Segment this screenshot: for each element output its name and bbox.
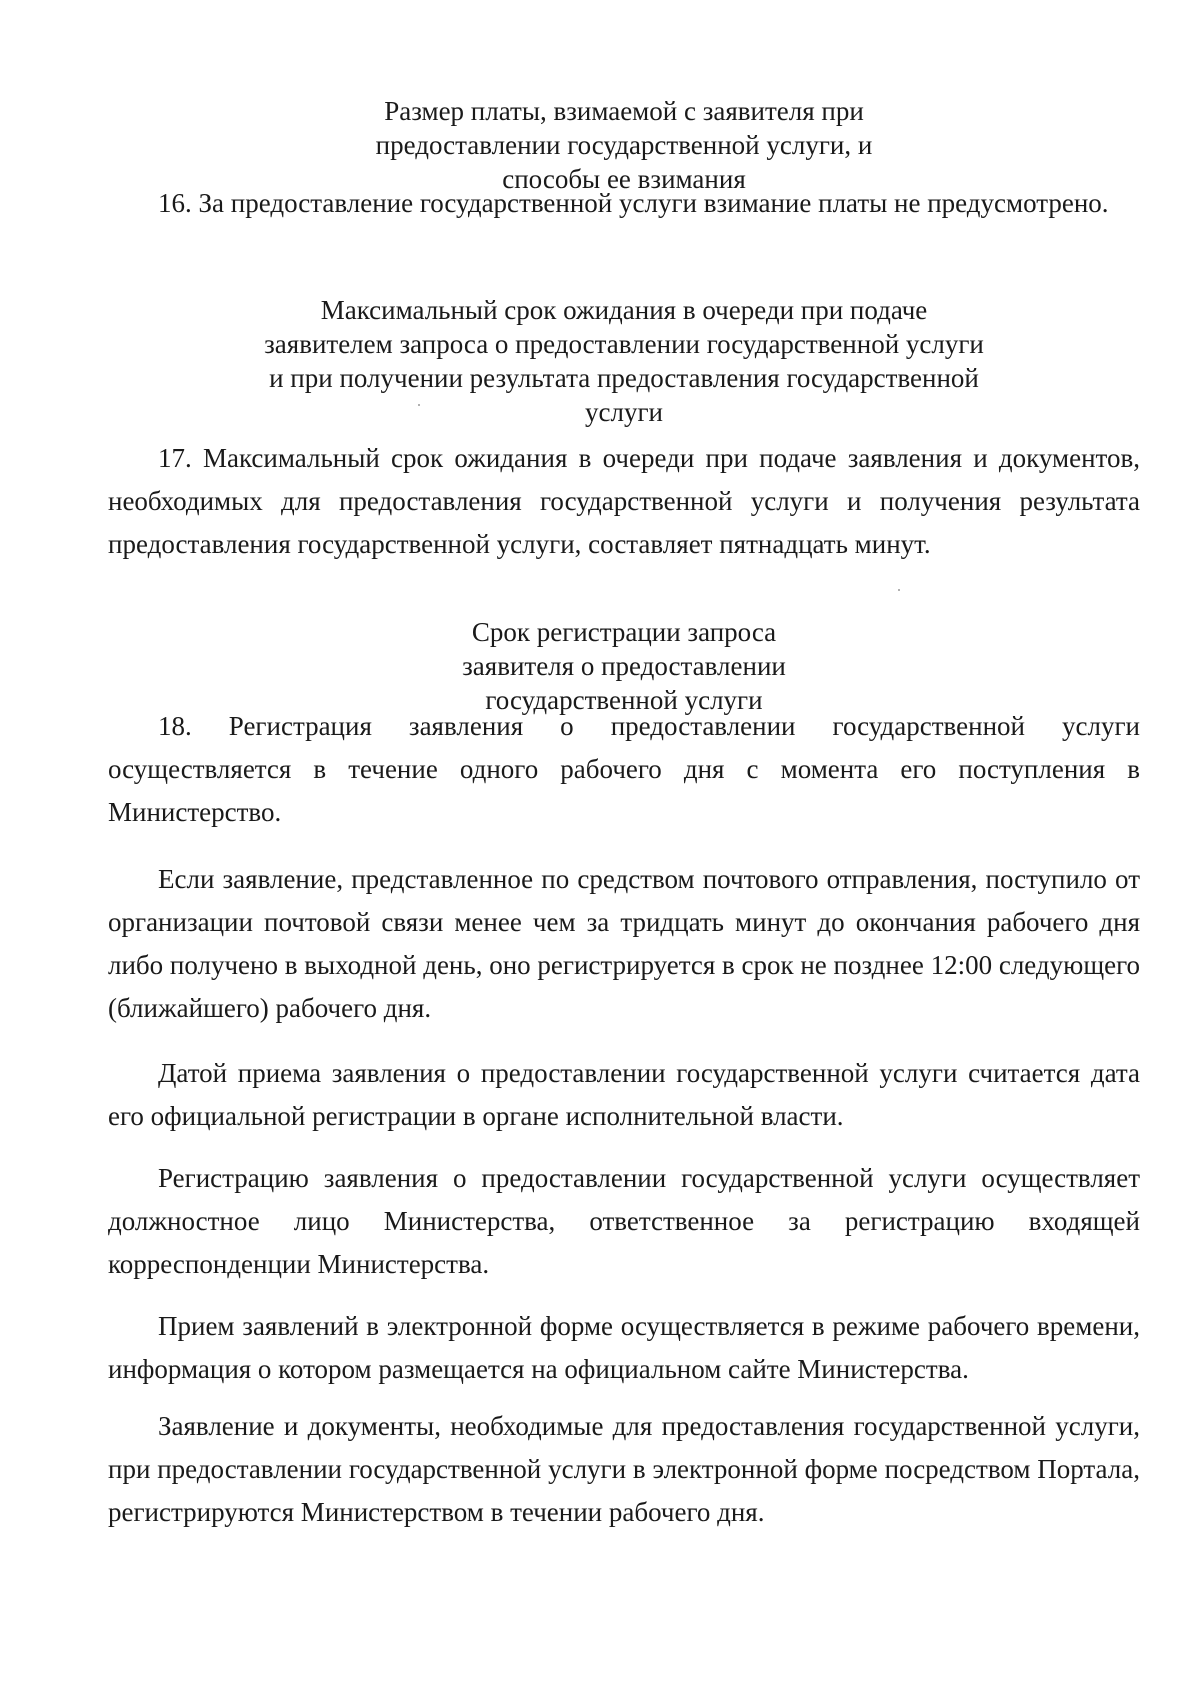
postal-registration-paragraph: Если заявление, представленное по средством почтового отправления, поступило от организации почтовой связи менее чем за тридцать минут до окончания рабочего дня либо получено в выходной день, оно регистрируется в срок не позднее 12:00 следующего (ближайшего) рабочего дня. [108,864,1140,1023]
electronic-form-paragraph: Прием заявлений в электронной форме осуществляется в режиме рабочего времени, информация о котором размещается на официальном сайте Министерства. [108,1311,1140,1384]
paragraph-16: 16. За предоставление государственной услуги взимание платы не предусмотрено. [158,188,1109,218]
paragraph-18: 18. Регистрация заявления о предоставлении государственной услуги осуществляется в течение одного рабочего дня с момента его поступления в Министерство. [108,711,1140,827]
portal-registration-paragraph: Заявление и документы, необходимые для предоставления государственной услуги, при предоставлении государственной услуги в электронной форме посредством Портала, регистрируются Министерством в течении рабочего дня. [108,1411,1140,1527]
responsible-official-paragraph: Регистрацию заявления о предоставлении государственной услуги осуществляет должностное лицо Министерства, ответственное за регистрацию входящей корреспонденции Министерства. [108,1163,1140,1279]
paragraph-17: 17. Максимальный срок ожидания в очереди при подаче заявления и документов, необходимых для предоставления государственной услуги и получения результата предоставления государственной услуги, составляет пятнадцать минут. [108,443,1140,559]
acceptance-date-paragraph: Датой приема заявления о предоставлении государственной услуги считается дата его официальной регистрации в органе исполнительной власти. [108,1058,1140,1131]
queue-section-heading: Максимальный срок ожидания в очереди при подаче заявителем запроса о предоставлении государственной услуги и при получении результата предоставления государственной услуги [264,295,984,427]
registration-section-heading: Срок регистрации запроса заявителя о предоставлении государственной услуги [462,617,786,715]
scan-speck [418,404,420,406]
fee-section-heading: Размер платы, взимаемой с заявителя при предоставлении государственной услуги, и способы ее взимания [375,96,873,194]
scan-speck [898,589,900,591]
